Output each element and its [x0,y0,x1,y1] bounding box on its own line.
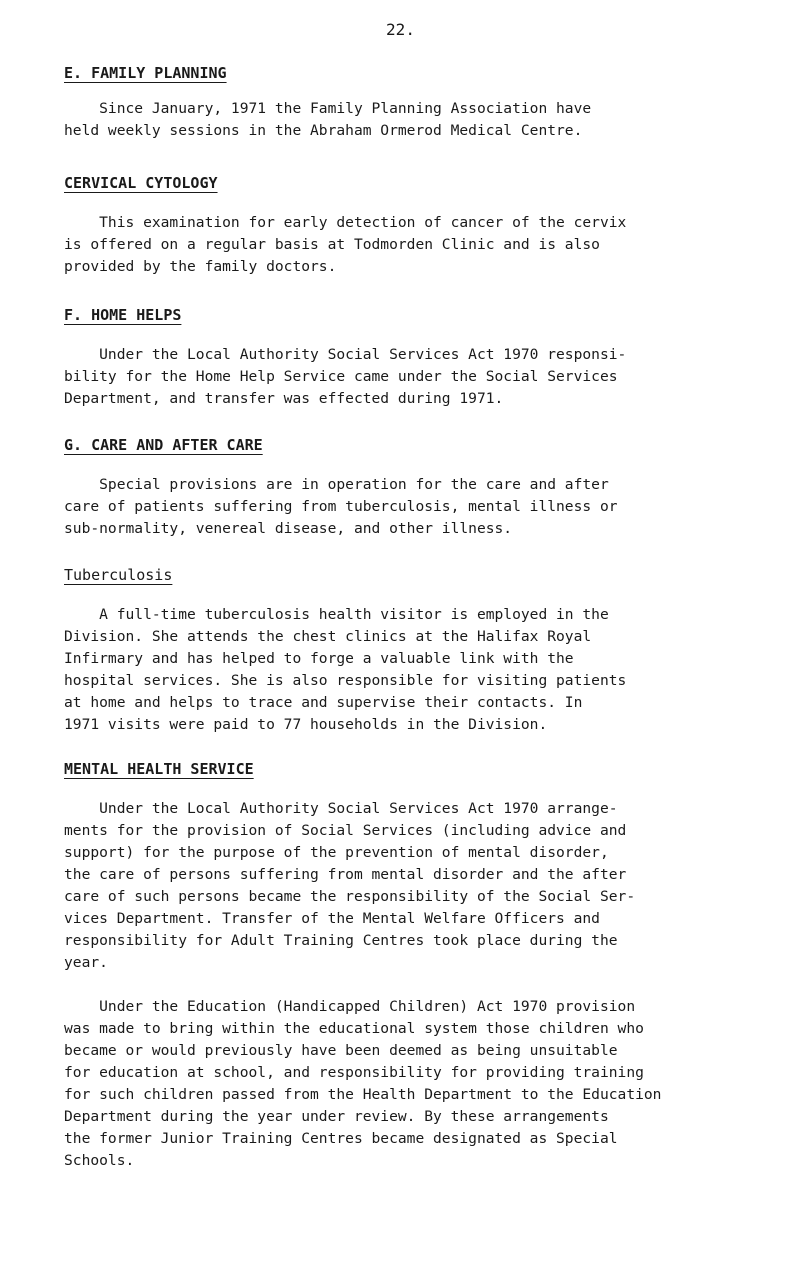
heading-tuberculosis: Tuberculosis [64,566,173,584]
paragraph-education-act: Under the Education (Handicapped Children) Act 1970 provision was made to bring within the educational system those children who became or would previously have been deemed as being unsuitable for education at school, and responsibility for providing training for such children passed from the Health Department to the Education Department during the year under review. By these arrangements the former Junior Training Centres became designated as Special Schools. [64,998,662,1169]
paragraph-family-planning: Since January, 1971 the Family Planning Association have held weekly sessions in the Abraham Ormerod Medical Centre. [64,100,592,139]
page-number: 22. [386,20,415,39]
paragraph-home-helps: Under the Local Authority Social Services Act 1970 responsi- bility for the Home Help Service came under the Social Services Department, and transfer was effected during 1971. [64,346,627,407]
heading-care-and-after-care: G. CARE AND AFTER CARE [64,436,263,454]
heading-home-helps: F. HOME HELPS [64,306,182,324]
heading-family-planning: E. FAMILY PLANNING [64,64,227,82]
paragraph-care-and-after-care: Special provisions are in operation for the care and after care of patients suffering from tuberculosis, mental illness or sub-normality, venereal disease, and other illness. [64,476,618,537]
heading-cervical-cytology: CERVICAL CYTOLOGY [64,174,218,192]
paragraph-tuberculosis: A full-time tuberculosis health visitor is employed in the Division. She attends the chest clinics at the Halifax Royal Infirmary and has helped to forge a valuable link with the hospital services. She is also responsible for visiting patients at home and helps to trace and supervise their contacts. In 1971 visits were paid to 77 households in the Division. [64,606,627,733]
paragraph-mental-health-service: Under the Local Authority Social Services Act 1970 arrange- ments for the provision of Social Services (including advice and support) for the purpose of the prevention of mental disorder, the care of persons suffering from mental disorder and the after care of such persons became the responsibility of the Social Ser- vices Department. Transfer of the Mental Welfare Officers and responsibility for Adult Training Centres took place during the year. [64,800,636,971]
heading-mental-health-service: MENTAL HEALTH SERVICE [64,760,254,778]
paragraph-cervical-cytology: This examination for early detection of cancer of the cervix is offered on a regular basis at Todmorden Clinic and is also provided by the family doctors. [64,214,627,275]
